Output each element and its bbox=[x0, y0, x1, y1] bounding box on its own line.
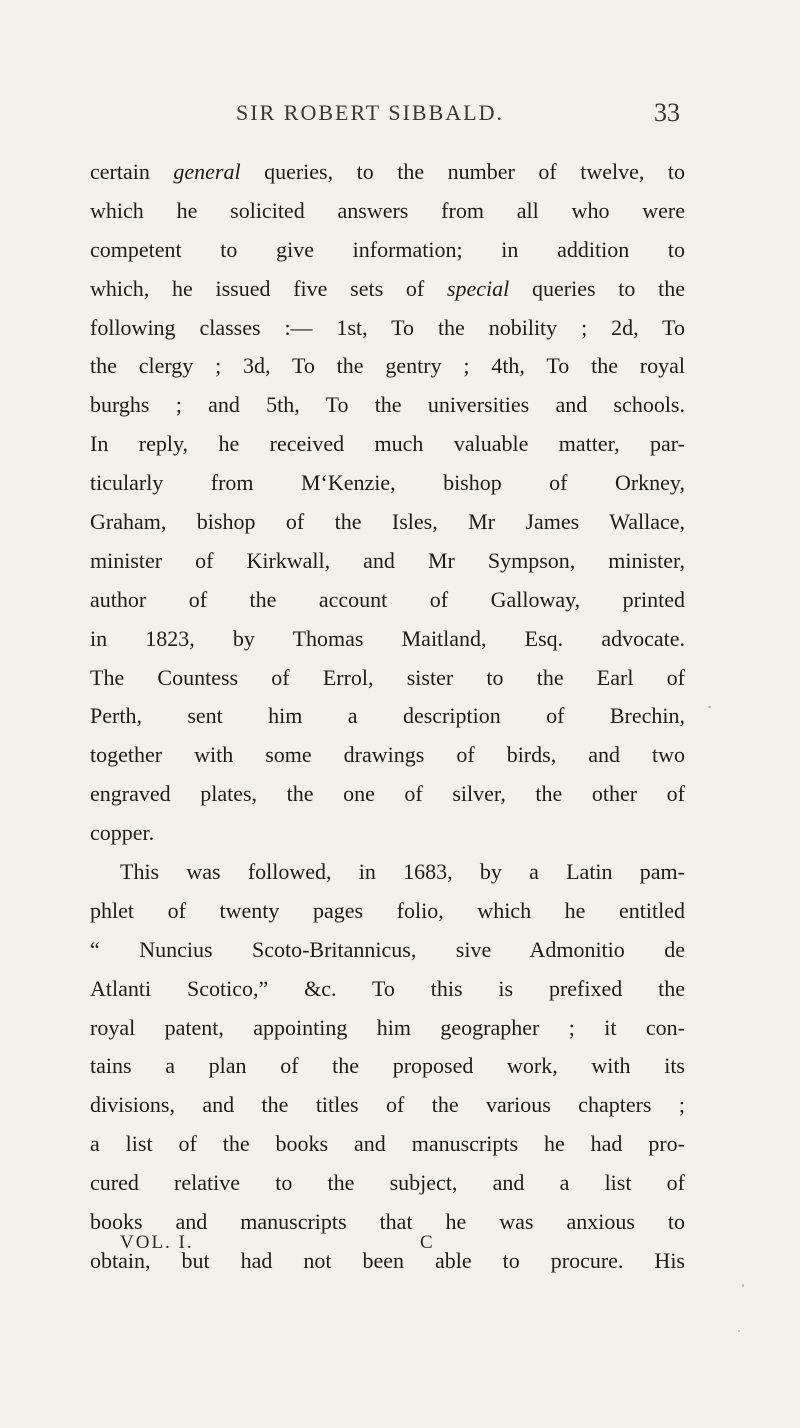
page-number: 33 bbox=[654, 98, 680, 127]
volume-label: VOL. I. bbox=[120, 1232, 194, 1253]
text-line-28: books and manuscripts that he was anxious to bbox=[90, 1209, 685, 1235]
text-line-25: divisions, and the titles of the various chapters ; bbox=[90, 1092, 685, 1118]
text-line-18: copper. bbox=[90, 820, 155, 846]
text-line-17: engraved plates, the one of silver, the other of bbox=[90, 781, 685, 807]
text-line-3: competent to give information; in addition to bbox=[90, 236, 685, 262]
emphasis-general: general bbox=[173, 159, 241, 184]
text-line-4: which, he issued five sets of special queries to the bbox=[90, 275, 685, 301]
running-title: SIR ROBERT SIBBALD. bbox=[236, 100, 504, 125]
emphasis-special: special bbox=[446, 275, 510, 301]
paper-speck bbox=[742, 1284, 744, 1287]
text-line-1: certain general queries, to the number of twelve, to bbox=[90, 159, 685, 184]
text-line-2: which he solicited answers from all who were bbox=[90, 197, 685, 223]
text-line-29: obtain, but had not been able to procure. His bbox=[90, 1247, 685, 1273]
text-line-24: tains a plan of the proposed work, with its bbox=[90, 1053, 685, 1079]
text-line-6: the clergy ; 3d, To the gentry ; 4th, To the royal bbox=[90, 353, 685, 379]
text-line-15: Perth, sent him a description of Brechin, bbox=[90, 703, 685, 729]
text-line-11: minister of Kirkwall, and Mr Sympson, minister, bbox=[90, 547, 685, 573]
text-line-16: together with some drawings of birds, and two bbox=[90, 742, 685, 768]
text-line-19: This was followed, in 1683, by a Latin pam- bbox=[120, 859, 685, 885]
text-line-20: phlet of twenty pages folio, which he entitled bbox=[90, 897, 685, 923]
text-line-8: In reply, he received much valuable matter, par- bbox=[90, 431, 685, 457]
text-line-23: royal patent, appointing him geographer ; it con- bbox=[90, 1014, 685, 1040]
text-line-14: The Countess of Errol, sister to the Earl of bbox=[90, 664, 685, 690]
paper-speck bbox=[708, 706, 711, 708]
body-text bbox=[90, 153, 685, 1281]
text-line-9: ticularly from M‘Kenzie, bishop of Orkney, bbox=[90, 470, 685, 496]
text-line-5: following classes :— 1st, To the nobility ; 2d, To bbox=[90, 314, 685, 340]
text-line-21: “ Nuncius Scoto-Britannicus, sive Admonitio de bbox=[90, 936, 685, 962]
text-line-12: author of the account of Galloway, printed bbox=[90, 586, 685, 612]
text-line-27: cured relative to the subject, and a list of bbox=[90, 1170, 685, 1196]
paper-speck bbox=[738, 1330, 740, 1332]
signature-mark: C bbox=[420, 1232, 435, 1253]
signature-line bbox=[120, 1232, 540, 1262]
text-line-22: Atlanti Scotico,” &c. To this is prefixed the bbox=[90, 975, 685, 1001]
running-head bbox=[0, 100, 800, 140]
text-line-7: burghs ; and 5th, To the universities and schools. bbox=[90, 392, 685, 418]
text-line-10: Graham, bishop of the Isles, Mr James Wallace, bbox=[90, 509, 685, 535]
text-line-26: a list of the books and manuscripts he had pro- bbox=[90, 1131, 685, 1157]
text-line-13: in 1823, by Thomas Maitland, Esq. advocate. bbox=[90, 625, 685, 651]
